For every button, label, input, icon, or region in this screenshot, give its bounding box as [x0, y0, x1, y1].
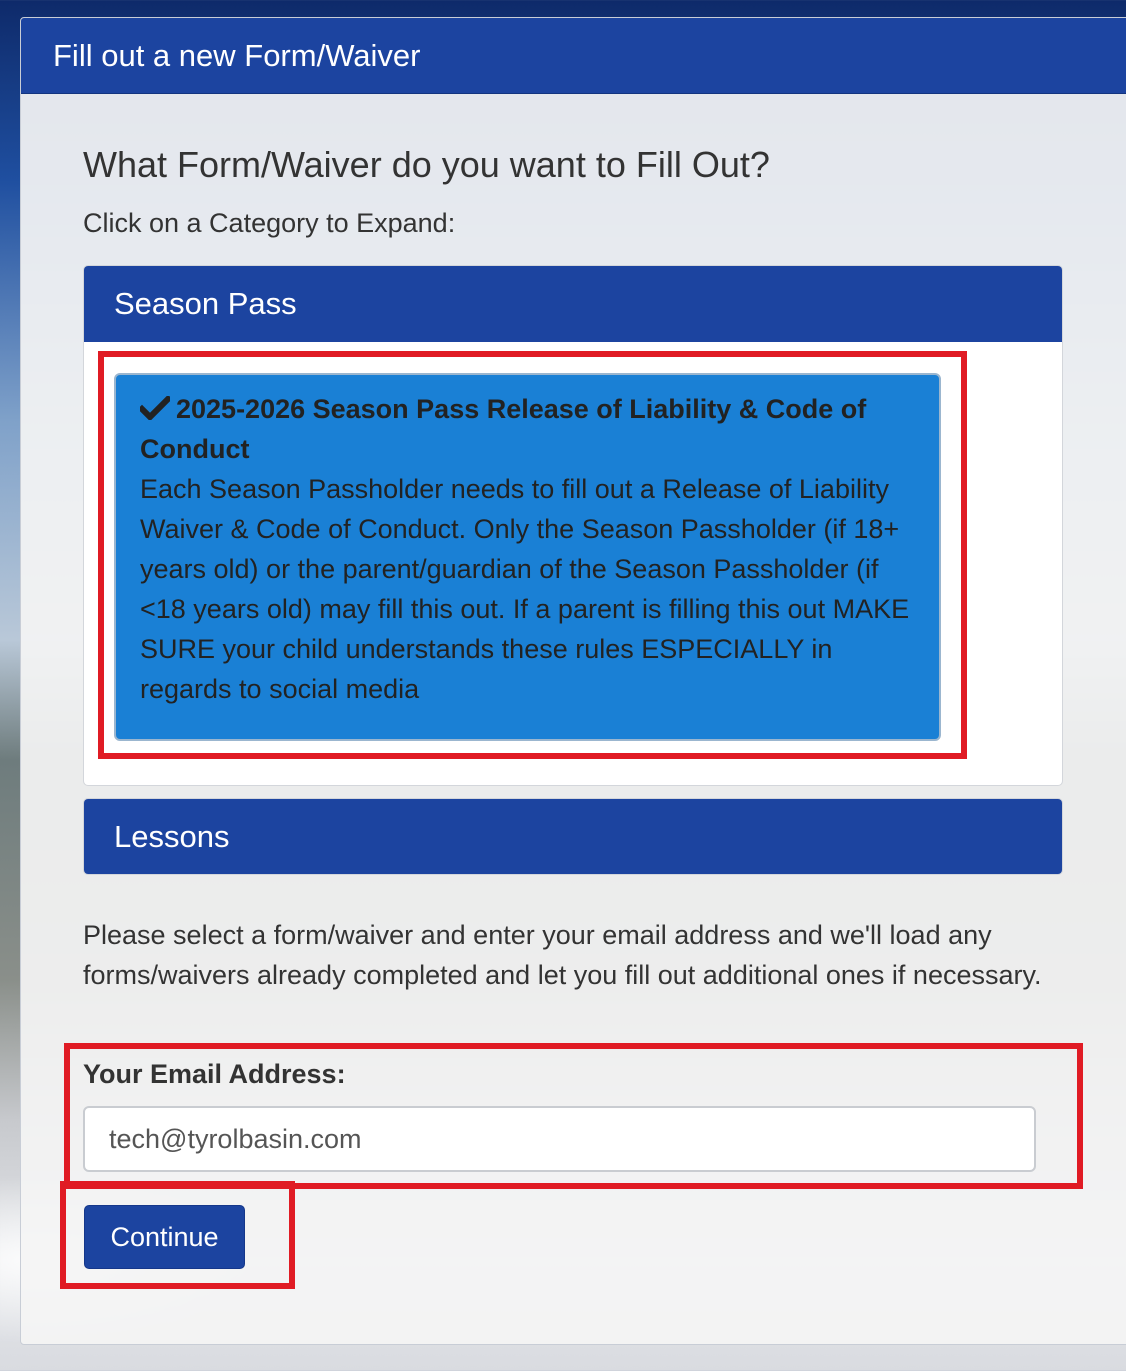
category-lessons — [83, 798, 1063, 875]
form-option-season-pass-waiver[interactable] — [114, 373, 941, 741]
panel-body — [21, 94, 1126, 240]
category-season-pass — [83, 265, 1063, 786]
form-waiver-panel — [20, 17, 1126, 1345]
category-hint: Click on a Category to Expand: — [83, 208, 456, 238]
form-option-description: Each Season Passholder needs to fill out a Release of Liability Waiver & Code of Conduct. Only the Season Passholder (if 18+ years old) or the parent/guardian of the Season Passholder (if <18 years old) may fill this out. If a parent is filling this out MAKE SURE your child understands these rules ESPECIALLY in regards to social media — [140, 474, 910, 704]
panel-title: Fill out a new Form/Waiver — [21, 18, 1126, 94]
check-icon — [140, 396, 170, 420]
form-option-title-text: 2025-2026 Season Pass Release of Liability & Code of Conduct — [140, 394, 867, 464]
page-question: What Form/Waiver do you want to Fill Out? — [83, 144, 770, 185]
email-input[interactable] — [83, 1106, 1036, 1172]
continue-button[interactable]: Continue — [84, 1205, 245, 1269]
email-label: Your Email Address: — [83, 1059, 346, 1089]
form-option-title — [140, 389, 917, 469]
instructions-text: Please select a form/waiver and enter your email address and we'll load any forms/waivers already completed and let you fill out additional ones if necessary. — [83, 920, 1042, 990]
category-header-season-pass[interactable]: Season Pass — [84, 266, 1062, 342]
category-header-lessons[interactable]: Lessons — [84, 799, 1062, 874]
